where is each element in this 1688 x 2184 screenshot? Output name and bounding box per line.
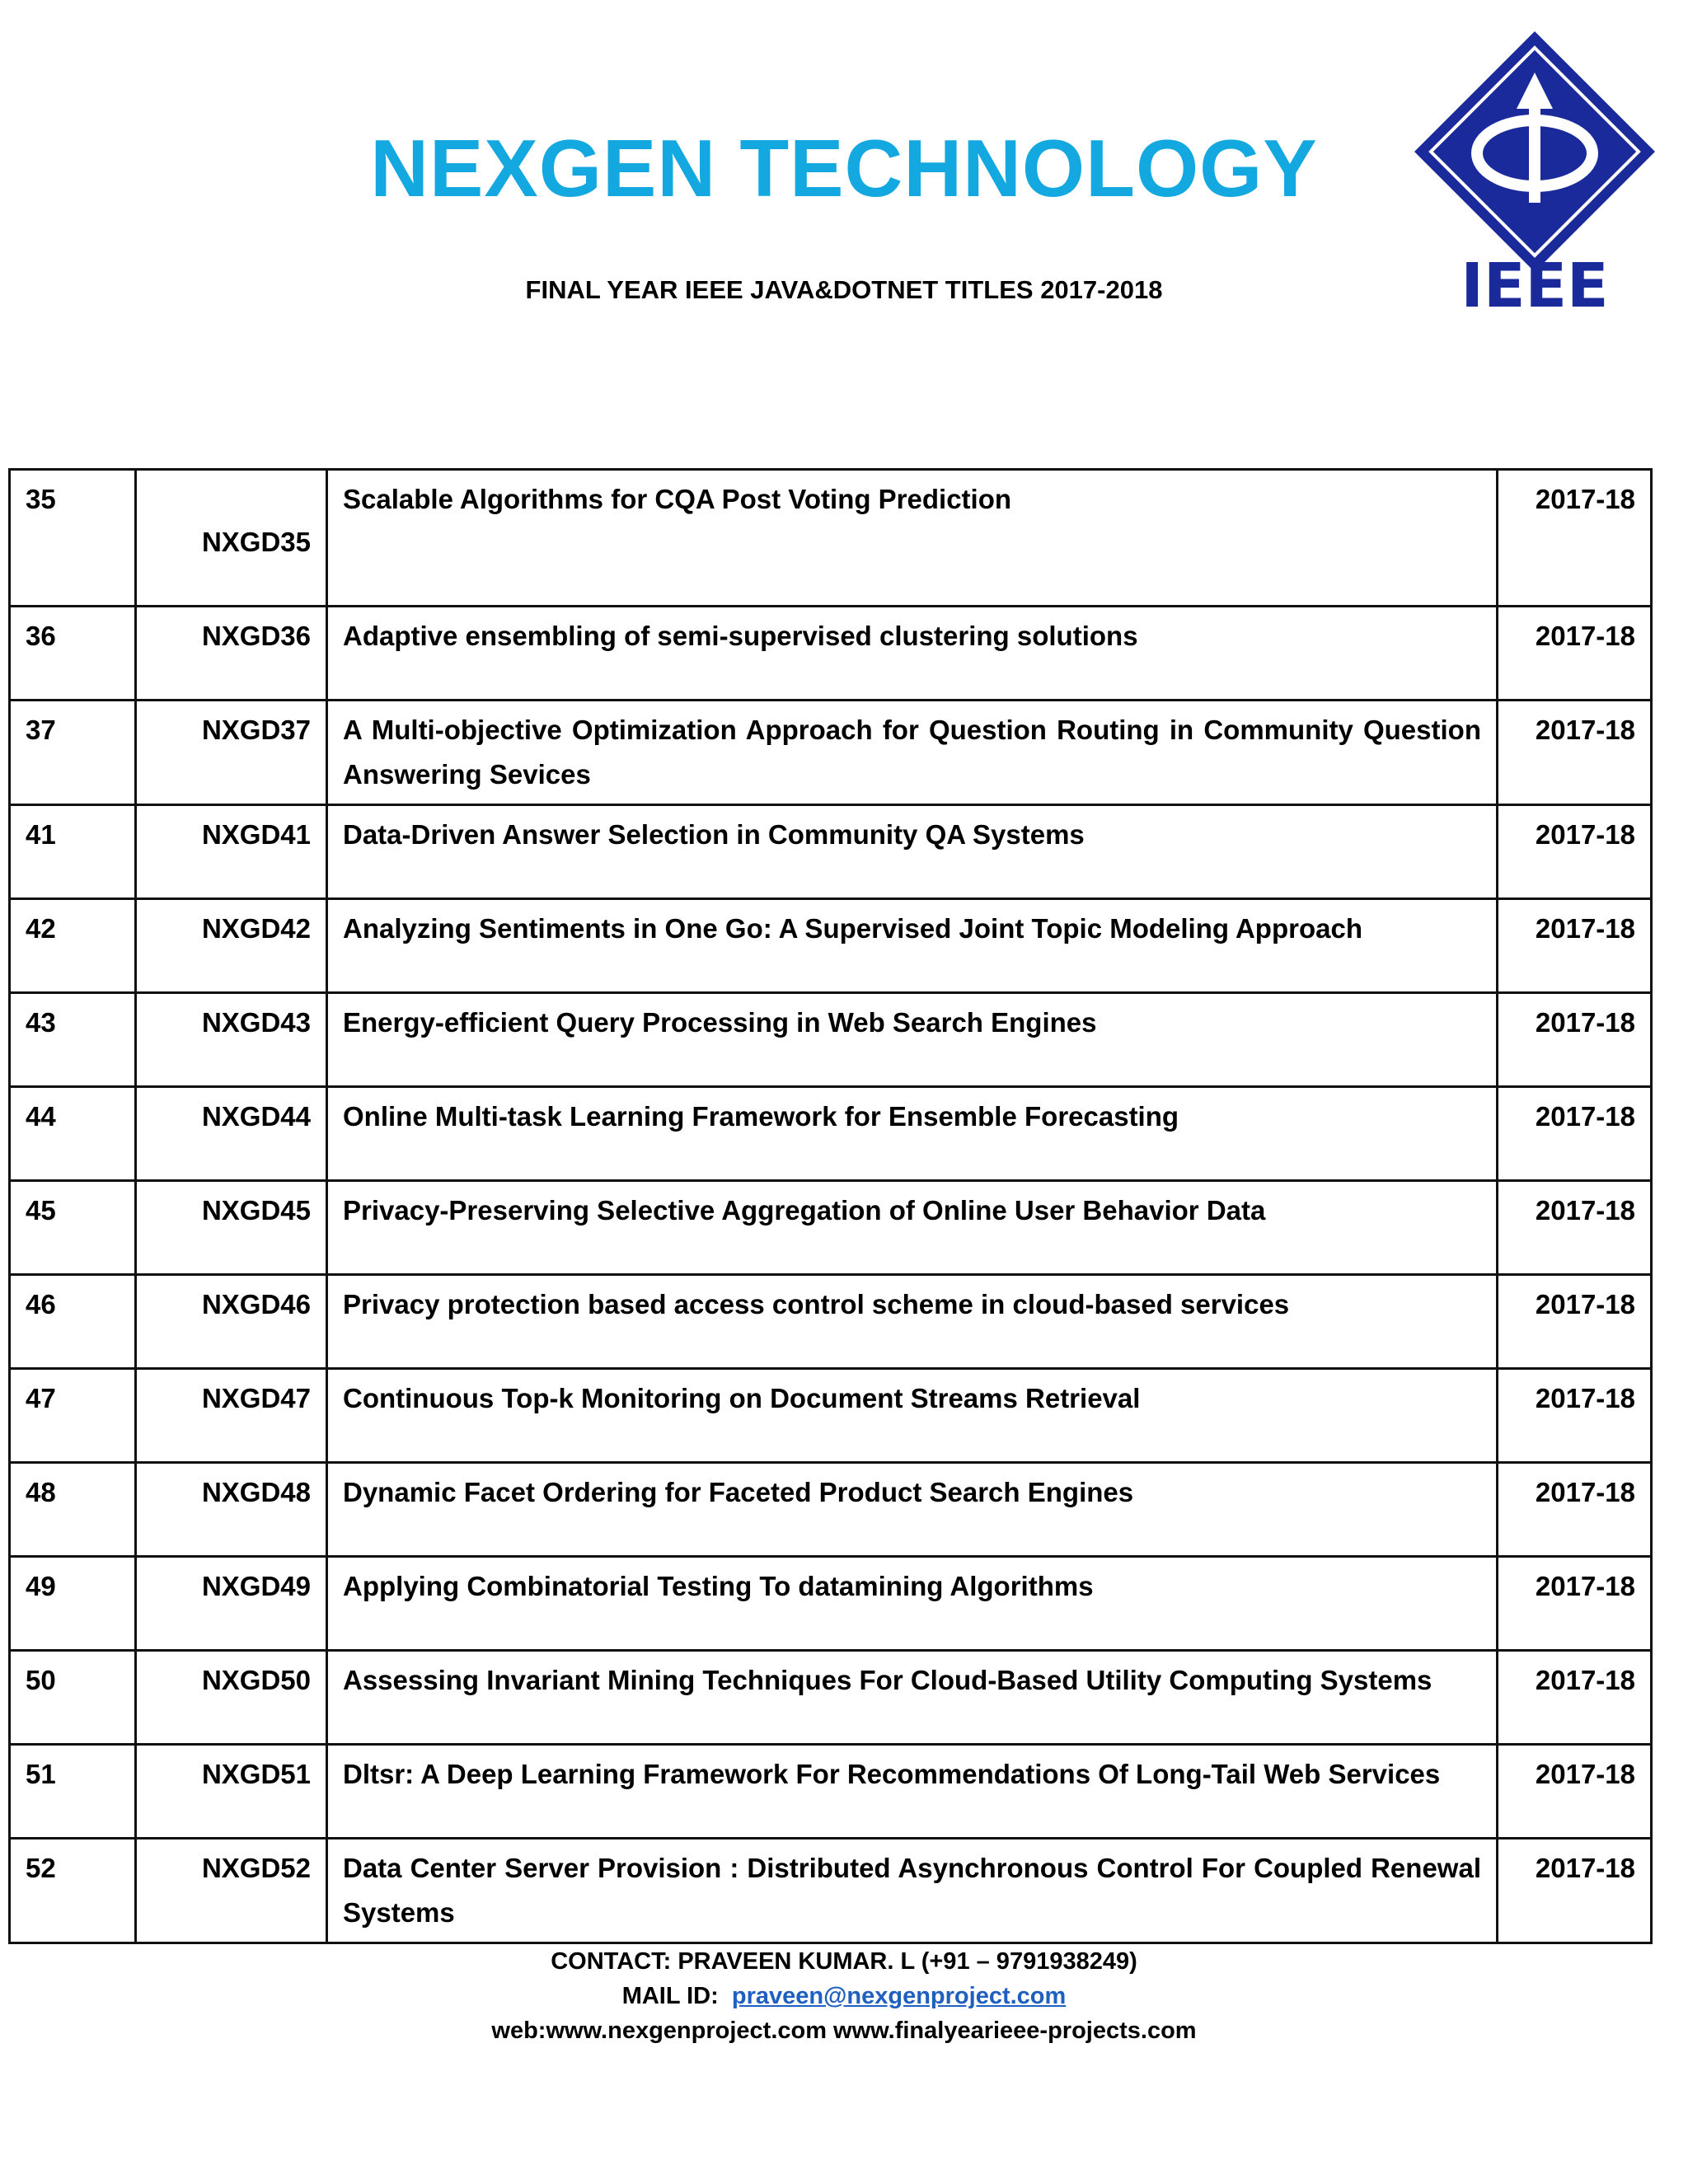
page-subtitle: FINAL YEAR IEEE JAVA&DOTNET TITLES 2017-2018 bbox=[525, 275, 1163, 304]
row-code: NXGD41 bbox=[136, 805, 327, 899]
row-title: Privacy-Preserving Selective Aggregation of Online User Behavior Data bbox=[327, 1181, 1498, 1275]
table-row bbox=[10, 1087, 1652, 1181]
ieee-logo bbox=[1411, 30, 1658, 310]
row-code: NXGD45 bbox=[136, 1181, 327, 1275]
table-row bbox=[10, 1839, 1652, 1943]
row-year: 2017-18 bbox=[1498, 701, 1652, 805]
row-title: Scalable Algorithms for CQA Post Voting Prediction bbox=[327, 470, 1498, 607]
row-sno: 49 bbox=[10, 1557, 136, 1651]
row-title: Adaptive ensembling of semi-supervised clustering solutions bbox=[327, 607, 1498, 701]
row-code: NXGD46 bbox=[136, 1275, 327, 1369]
table-row bbox=[10, 805, 1652, 899]
row-code: NXGD37 bbox=[136, 701, 327, 805]
row-code: NXGD44 bbox=[136, 1087, 327, 1181]
row-title: Analyzing Sentiments in One Go: A Supervised Joint Topic Modeling Approach bbox=[327, 899, 1498, 993]
table-row bbox=[10, 1463, 1652, 1557]
table-row bbox=[10, 1557, 1652, 1651]
project-titles-table bbox=[8, 468, 1653, 1944]
row-sno: 44 bbox=[10, 1087, 136, 1181]
row-code: NXGD35 bbox=[136, 470, 327, 607]
table-row bbox=[10, 1181, 1652, 1275]
table-row bbox=[10, 607, 1652, 701]
row-year: 2017-18 bbox=[1498, 1275, 1652, 1369]
row-title: Online Multi-task Learning Framework for Ensemble Forecasting bbox=[327, 1087, 1498, 1181]
row-code: NXGD51 bbox=[136, 1745, 327, 1839]
page-title: NEXGEN TECHNOLOGY bbox=[370, 123, 1318, 213]
mail-line bbox=[0, 1983, 1688, 2010]
table-row bbox=[10, 1275, 1652, 1369]
row-title: Assessing Invariant Mining Techniques For Cloud-Based Utility Computing Systems bbox=[327, 1651, 1498, 1745]
row-title: Privacy protection based access control scheme in cloud-based services bbox=[327, 1275, 1498, 1369]
row-sno: 52 bbox=[10, 1839, 136, 1943]
row-year: 2017-18 bbox=[1498, 899, 1652, 993]
row-year: 2017-18 bbox=[1498, 1181, 1652, 1275]
row-sno: 37 bbox=[10, 701, 136, 805]
row-code: NXGD50 bbox=[136, 1651, 327, 1745]
row-sno: 47 bbox=[10, 1369, 136, 1463]
row-year: 2017-18 bbox=[1498, 1087, 1652, 1181]
ieee-logo-icon bbox=[1411, 30, 1658, 310]
web-line: web:www.nexgenproject.com www.finalyearieee-projects.com bbox=[491, 2018, 1197, 2044]
row-sno: 51 bbox=[10, 1745, 136, 1839]
table-row bbox=[10, 1651, 1652, 1745]
row-title: Data Center Server Provision : Distributed Asynchronous Control For Coupled Renewal Systems bbox=[327, 1839, 1498, 1943]
row-title: Data-Driven Answer Selection in Community QA Systems bbox=[327, 805, 1498, 899]
row-year: 2017-18 bbox=[1498, 1839, 1652, 1943]
row-year: 2017-18 bbox=[1498, 805, 1652, 899]
row-year: 2017-18 bbox=[1498, 1557, 1652, 1651]
row-year: 2017-18 bbox=[1498, 1745, 1652, 1839]
row-year: 2017-18 bbox=[1498, 470, 1652, 607]
mail-link[interactable]: praveen@nexgenproject.com bbox=[731, 1983, 1067, 2009]
table-row bbox=[10, 993, 1652, 1087]
ieee-logo-text: IEEE bbox=[1461, 251, 1609, 310]
table-row bbox=[10, 470, 1652, 607]
row-code: NXGD43 bbox=[136, 993, 327, 1087]
row-title: Continuous Top-k Monitoring on Document Streams Retrieval bbox=[327, 1369, 1498, 1463]
table-row bbox=[10, 1745, 1652, 1839]
contact-line: CONTACT: PRAVEEN KUMAR. L (+91 – 9791938249) bbox=[551, 1948, 1137, 1975]
row-title: Applying Combinatorial Testing To datamining Algorithms bbox=[327, 1557, 1498, 1651]
row-code: NXGD42 bbox=[136, 899, 327, 993]
row-sno: 45 bbox=[10, 1181, 136, 1275]
row-sno: 48 bbox=[10, 1463, 136, 1557]
row-year: 2017-18 bbox=[1498, 1651, 1652, 1745]
row-year: 2017-18 bbox=[1498, 607, 1652, 701]
table-row bbox=[10, 899, 1652, 993]
row-year: 2017-18 bbox=[1498, 1369, 1652, 1463]
row-sno: 41 bbox=[10, 805, 136, 899]
row-title: Dynamic Facet Ordering for Faceted Product Search Engines bbox=[327, 1463, 1498, 1557]
row-code: NXGD36 bbox=[136, 607, 327, 701]
row-title: Energy-efficient Query Processing in Web Search Engines bbox=[327, 993, 1498, 1087]
mail-label: MAIL ID: bbox=[621, 1983, 719, 2009]
row-code: NXGD47 bbox=[136, 1369, 327, 1463]
table-row bbox=[10, 701, 1652, 805]
row-sno: 42 bbox=[10, 899, 136, 993]
row-year: 2017-18 bbox=[1498, 1463, 1652, 1557]
row-sno: 43 bbox=[10, 993, 136, 1087]
row-sno: 35 bbox=[10, 470, 136, 607]
row-sno: 50 bbox=[10, 1651, 136, 1745]
row-sno: 36 bbox=[10, 607, 136, 701]
project-titles-body bbox=[10, 470, 1652, 1943]
row-year: 2017-18 bbox=[1498, 993, 1652, 1087]
row-title: A Multi-objective Optimization Approach for Question Routing in Community Question Answering Sevices bbox=[327, 701, 1498, 805]
row-title: Dltsr: A Deep Learning Framework For Recommendations Of Long-Tail Web Services bbox=[327, 1745, 1498, 1839]
table-row bbox=[10, 1369, 1652, 1463]
row-code: NXGD48 bbox=[136, 1463, 327, 1557]
row-code: NXGD52 bbox=[136, 1839, 327, 1943]
row-code: NXGD49 bbox=[136, 1557, 327, 1651]
row-sno: 46 bbox=[10, 1275, 136, 1369]
